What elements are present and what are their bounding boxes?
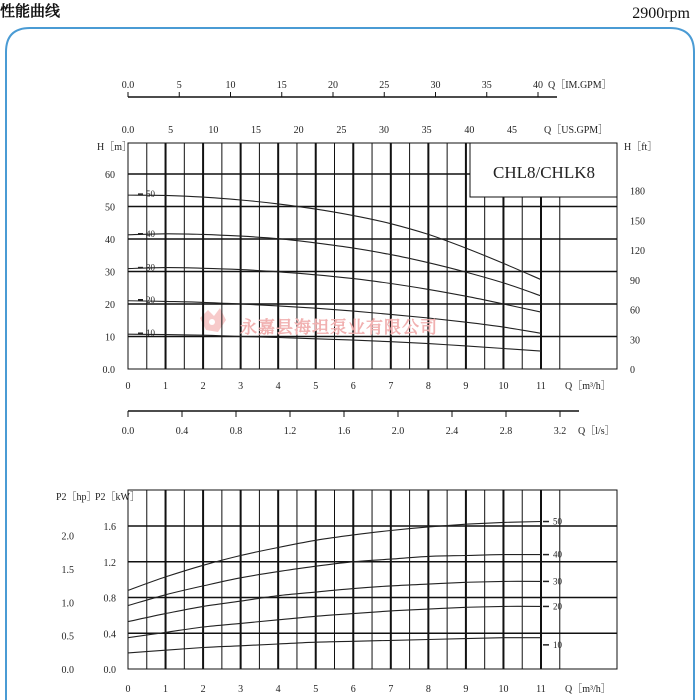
x-tick-label: 0 <box>125 381 131 392</box>
y-axis-label-left: H［m］ <box>97 142 132 153</box>
x-tick-label: 1 <box>163 684 169 695</box>
y-axis-label-hp: P2［hp］ <box>56 492 97 503</box>
kw-tick-label: 1.2 <box>103 557 116 569</box>
x-tick-label: 6 <box>350 684 356 695</box>
ls-tick-label: 1.6 <box>337 426 351 437</box>
ls-tick-label: 0.8 <box>229 426 243 437</box>
stage-label: 40 <box>553 549 562 560</box>
x-tick-label: 9 <box>463 684 469 695</box>
us-gpm-tick-label: 15 <box>251 125 261 136</box>
hp-tick-label: 0.5 <box>61 631 74 643</box>
y-tick-label: 20 <box>105 300 115 311</box>
us-gpm-tick-label: 45 <box>507 125 517 136</box>
stage-label: 10 <box>146 328 155 339</box>
x-tick-label: 7 <box>388 684 394 695</box>
page-title: 性能曲线 <box>0 2 61 20</box>
x-tick-label: 4 <box>275 381 281 392</box>
x-tick-label: 2 <box>200 381 206 392</box>
kw-tick-label: 0.0 <box>103 665 116 676</box>
ls-tick-label: 2.0 <box>391 426 405 437</box>
x-tick-label: 6 <box>350 381 356 392</box>
x-tick-label: 11 <box>536 684 546 695</box>
x-tick-label: 2 <box>200 684 206 695</box>
x-tick-label: 5 <box>313 684 319 695</box>
imp-gpm-tick-label: 20 <box>328 80 338 91</box>
imp-gpm-tick-label: 30 <box>430 80 441 91</box>
y-tick-label: 10 <box>105 332 115 344</box>
y-tick-label-right: 0 <box>630 365 635 376</box>
imp-gpm-tick-label: 40 <box>533 80 543 91</box>
y-tick-label: 40 <box>105 235 115 246</box>
stage-label: 50 <box>146 189 155 200</box>
ls-axis-label: Q［l/s］ <box>578 426 615 437</box>
y-tick-label-right: 60 <box>630 305 640 317</box>
x-tick-label: 8 <box>425 381 431 392</box>
x-tick-label: 1 <box>163 381 169 392</box>
imp-gpm-tick-label: 5 <box>176 80 182 91</box>
y-tick-label: 0.0 <box>102 365 115 376</box>
ls-tick-label: 0.4 <box>175 426 189 437</box>
hp-tick-label: 1.5 <box>61 565 74 577</box>
us-gpm-axis-label: Q［US.GPM］ <box>544 125 609 136</box>
imp-gpm-tick-label: 10 <box>225 80 236 91</box>
us-gpm-tick-label: 10 <box>208 125 219 136</box>
imp-gpm-tick-label: 0.0 <box>121 80 135 91</box>
us-gpm-tick-label: 5 <box>168 125 174 136</box>
power-chart <box>56 490 617 695</box>
us-gpm-tick-label: 0.0 <box>121 125 135 136</box>
y-tick-label-right: 150 <box>630 216 645 228</box>
y-tick-label-right: 180 <box>630 186 645 198</box>
y-tick-label-right: 90 <box>630 275 640 287</box>
us-gpm-tick-label: 35 <box>421 125 432 136</box>
us-gpm-tick-label: 20 <box>293 125 304 136</box>
y-tick-label-right: 30 <box>630 335 640 347</box>
y-tick-label-right: 120 <box>630 246 645 258</box>
y-tick-label: 30 <box>105 267 115 279</box>
hp-tick-label: 2.0 <box>61 531 74 543</box>
x-tick-label: 11 <box>536 381 546 392</box>
speed-label: 2900rpm <box>632 5 690 22</box>
x-axis-label: Q［m³/h］ <box>565 381 611 392</box>
x-tick-label: 4 <box>275 684 281 695</box>
x-tick-label: 8 <box>425 684 431 695</box>
us-gpm-tick-label: 25 <box>336 125 347 136</box>
us-gpm-tick-label: 30 <box>379 125 389 136</box>
x-tick-label: 0 <box>125 684 131 695</box>
us-gpm-tick-label: 40 <box>464 125 475 136</box>
imp-gpm-axis-label: Q［IM.GPM］ <box>548 80 612 91</box>
hp-tick-label: 0.0 <box>61 665 74 676</box>
x-tick-label: 3 <box>238 684 244 695</box>
hp-tick-label: 1.0 <box>61 598 74 610</box>
ls-tick-label: 2.4 <box>445 426 459 437</box>
kw-tick-label: 1.6 <box>103 522 116 533</box>
stage-label: 10 <box>553 639 562 650</box>
ls-tick-label: 0.0 <box>121 426 135 437</box>
x-tick-label: 9 <box>463 381 469 392</box>
ls-tick-label: 1.2 <box>283 426 297 437</box>
ls-tick-label: 3.2 <box>553 426 567 437</box>
x-tick-label: 7 <box>388 381 394 392</box>
kw-tick-label: 0.8 <box>103 593 116 605</box>
y-axis-label-right: H［ft］ <box>624 142 658 153</box>
stage-label: 50 <box>553 516 562 527</box>
y-axis-label-kw: P2［kW］ <box>95 492 140 503</box>
x-tick-label: 3 <box>238 381 244 392</box>
imp-gpm-tick-label: 25 <box>379 80 390 91</box>
head-chart <box>97 79 657 437</box>
watermark-text: 永嘉县海坦泵业有限公司 <box>240 318 438 338</box>
imp-gpm-tick-label: 15 <box>276 80 287 91</box>
stage-label: 40 <box>146 228 155 239</box>
imp-gpm-tick-label: 35 <box>481 80 492 91</box>
model-label: CHL8/CHLK8 <box>493 163 595 182</box>
stage-label: 30 <box>146 262 155 273</box>
ls-tick-label: 2.8 <box>499 426 513 437</box>
kw-tick-label: 0.4 <box>103 629 116 641</box>
y-tick-label: 60 <box>105 170 115 181</box>
stage-label: 20 <box>553 601 562 612</box>
x-tick-label: 10 <box>498 684 509 695</box>
x-axis-label: Q［m³/h］ <box>565 684 611 695</box>
stage-label: 30 <box>553 576 562 587</box>
x-tick-label: 10 <box>498 381 509 392</box>
x-tick-label: 5 <box>313 381 319 392</box>
stage-label: 20 <box>146 294 155 305</box>
y-tick-label: 50 <box>105 202 115 214</box>
